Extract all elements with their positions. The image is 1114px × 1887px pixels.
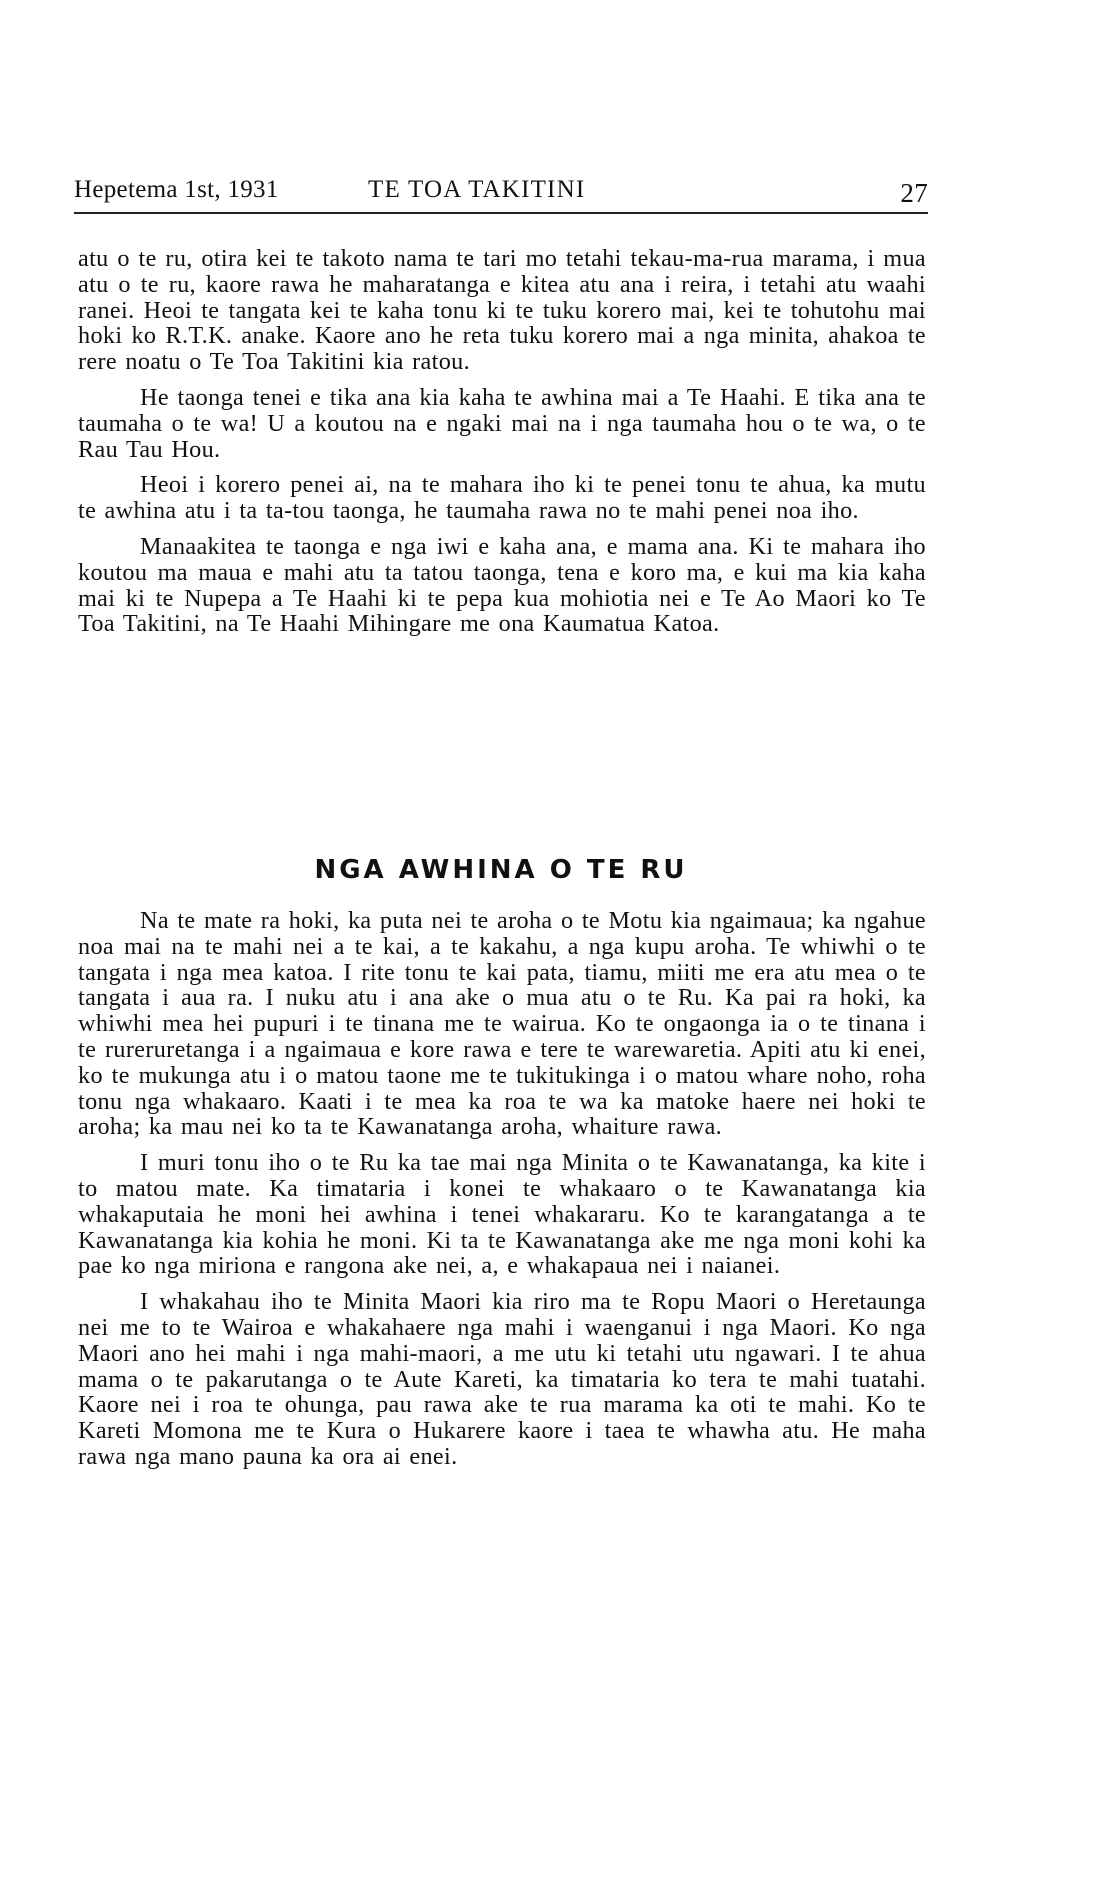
running-header bbox=[74, 172, 928, 214]
paragraph: I muri tonu iho o te Ru ka tae mai nga Minita o te Kawanatanga, ka kite i to matou mate. Ka timataria i konei te whakaaro o te Kawanatanga kia whakaputaia he moni hei awhina i tenei whakararu. Ko te karangatanga a te Kawanatanga kia kohia he moni. Ki ta te Kawanatanga ake me nga moni kohi ka pae ko nga miriona e rangona ake nei, a, e whakapaua nei i naianei. bbox=[78, 1149, 926, 1280]
paragraph: Manaakitea te taonga e nga iwi e kaha ana, e mama ana. Ki te mahara iho koutou ma maua e mahi atu ta tatou taonga, tena e koro ma, e kui ma kia kaha mai ki te Nupepa a Te Haahi ki te pepa kua mohiotia nei e Te Ao Maori ko Te Toa Takitini, na Te Haahi Mihingare me ona Kaumatua Katoa. bbox=[78, 532, 926, 638]
paragraph: He taonga tenei e tika ana kia kaha te awhina mai a Te Haahi. E tika ana te taumaha o te wa! U a koutou na e ngaki mai na i nga taumaha hou o te wa, o te Rau Tau Hou. bbox=[78, 383, 926, 463]
body-text-section-1 bbox=[78, 246, 926, 647]
paragraph: Na te mate ra hoki, ka puta nei te aroha o te Motu kia ngaimaua; ka ngahue noa mai na te mahi nei a te kai, a te kakahu, a nga kupu aroha. Te whiwhi o te tangata i nga mea katoa. I rite tonu te kai pata, tiamu, miiti me era atu mea o te tangata i aua ra. I nuku atu i ana ake o mua atu o te Ru. Ka pai ra hoki, ka whiwhi mea hei pupuri i te tinana me te wairua. Ko te ongaonga ia o te tinana i te rureruretanga i a ngaimaua e kore rawa e tere te warewaretia. Apiti atu ki enei, ko te mukunga atu i o matou taone me te tukitukinga i o matou whare noho, roha tonu nga whakaaro. Kaati i te mea ka roa te wa ka matoke haere nei hoki te aroha; ka mau nei ko ta te Kawanatanga aroha, whaiture rawa. bbox=[78, 907, 926, 1141]
paragraph: I whakahau iho te Minita Maori kia riro ma te Ropu Maori o Heretaunga nei me to te Wairoa e whakahaere nga mahi i waenganui i nga Maori. Ko nga Maori ano hei mahi i nga mahi-maori, a me utu ki tetahi utu ngawari. I te ahua mama o te pakarutanga o te Aute Kareti, ka timataria ko tera te mahi tuatahi. Kaore nei i roa te ohunga, pau rawa ake te rua marama ka oti te mahi. Ko te Kareti Momona me te Kura o Hukarere kaore i taea te whawha atu. He maha rawa nga mano pauna ka ora ai enei. bbox=[78, 1288, 926, 1470]
publication-title: TE TOA TAKITINI bbox=[368, 176, 586, 203]
page-number: 27 bbox=[900, 178, 928, 208]
body-text-section-2 bbox=[78, 908, 926, 1480]
paragraph: atu o te ru, otira kei te takoto nama te tari mo tetahi tekau-ma-rua marama, i mua atu o te ru, kaore rawa he maharatanga e kitea atu ana i reira, i tetahi atu waahi ranei. Heoi te tangata kei te kaha tonu ki te tuku korero mai, kei te tohutohu mai hoki ko R.T.K. anake. Kaore ano he reta tuku korero mai a nga minita, ahakoa te rere noatu o Te Toa Takitini kia ratou. bbox=[78, 245, 926, 376]
section-heading: NGA AWHINA O TE RU bbox=[314, 855, 688, 885]
issue-date: Hepetema 1st, 1931 bbox=[74, 176, 279, 203]
paragraph: Heoi i korero penei ai, na te mahara iho ki te penei tonu te ahua, ka mutu te awhina atu i ta ta-tou taonga, he taumaha rawa no te mahi penei noa iho. bbox=[78, 471, 926, 525]
